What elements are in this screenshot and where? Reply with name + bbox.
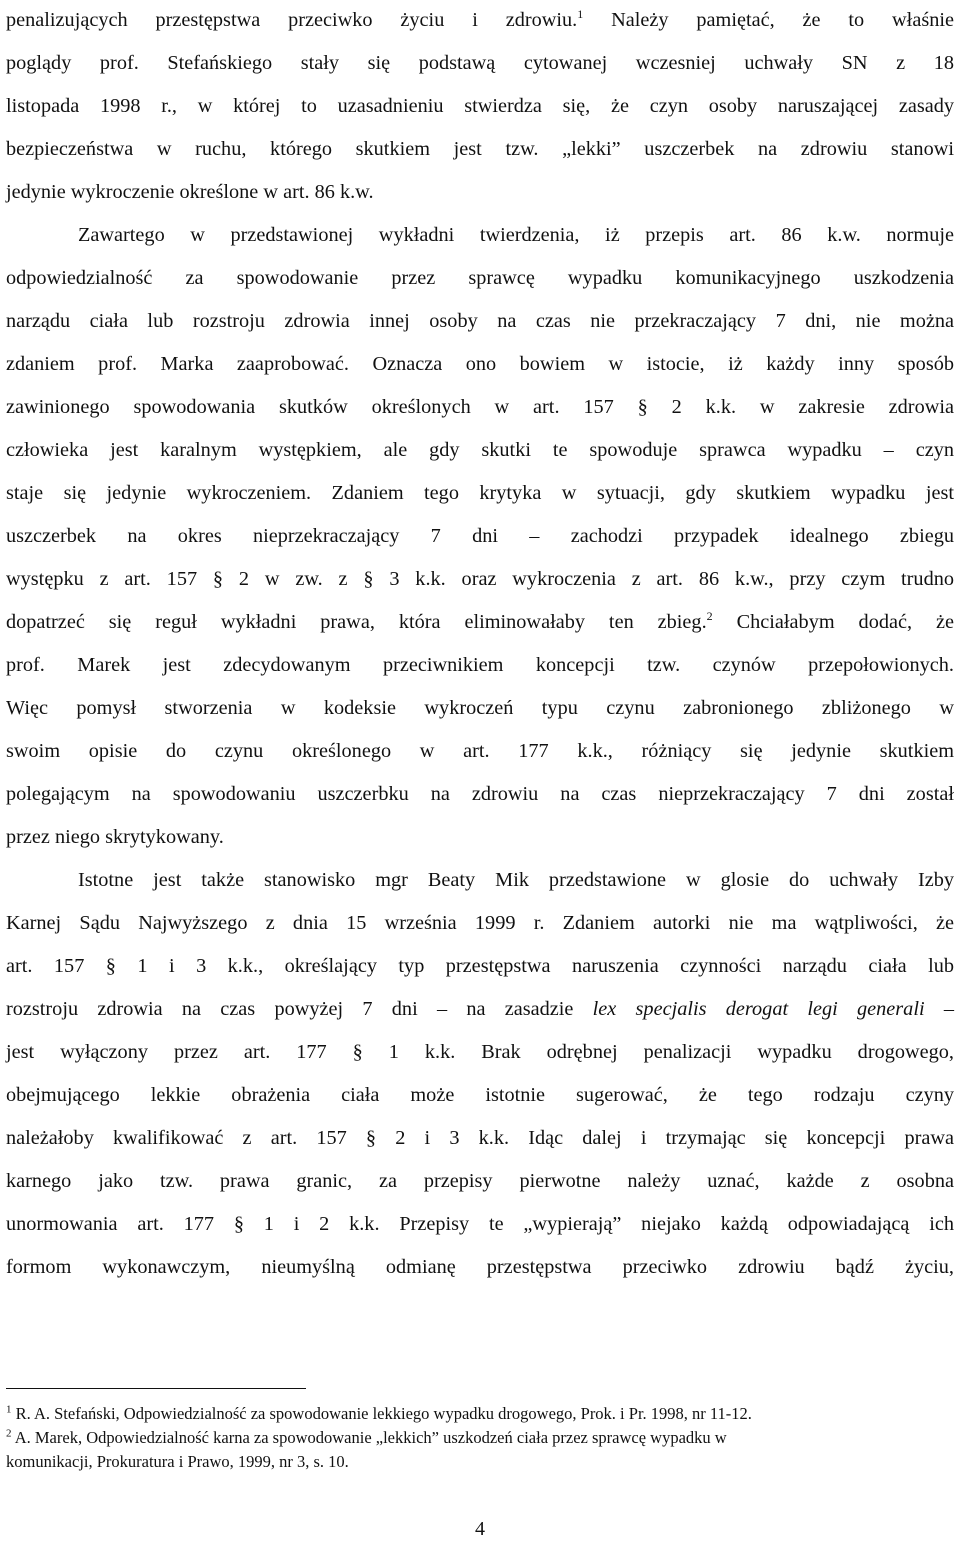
footnote-separator [6,1388,306,1389]
footnote: $^2$ A. Marek, Odpowiedzialność karna za spowodowanie „lekkich” uszkodzeń ciała przez sprawcę wypadku w [6,1427,727,1447]
text-line: przez niego skrytykowany. [6,826,224,848]
text-line: występku z art. 157 § 2 w zw. z § 3 k.k. oraz wykroczenia z art. 86 k.w., przy czym trudno [6,568,954,590]
text-line: jest wyłączony przez art. 177 § 1 k.k. Brak odrębnej penalizacji wypadku drogowego, [6,1041,954,1063]
text-line: narządu ciała lub rozstroju zdrowia innej osoby na czas nie przekraczający 7 dni, nie można [6,310,954,332]
page-number: 4 [475,1518,485,1540]
footnote-ref: 2 [706,609,713,624]
text-line: zawinionego spowodowania skutków określonych w art. 157 § 2 k.k. w zakresie zdrowia [6,396,954,418]
text-line: art. 157 § 1 i 3 k.k., określający typ przestępstwa naruszenia czynności narządu ciała lub [6,955,954,977]
text-line: swoim opisie do czynu określonego w art. 177 k.k., różniący się jedynie skutkiem [6,740,954,762]
text-line: karnego jako tzw. prawa granic, za przepisy pierwotne należy uznać, każde z osobna [6,1170,954,1192]
text-line: Więc pomysł stworzenia w kodeksie wykroczeń typu czynu zabronionego zbliżonego w [6,697,954,719]
text-line: obejmującego lekkie obrażenia ciała może istotnie sugerować, że tego rodzaju czyny [6,1084,954,1106]
paragraph-first-line: Zawartego w przedstawionej wykładni twierdzenia, iż przepis art. 86 k.w. normuje [78,224,954,246]
text-line: człowieka jest karalnym występkiem, ale gdy skutki te spowoduje sprawca wypadku – czyn [6,439,954,461]
text-line: Karnej Sądu Najwyższego z dnia 15 września 1999 r. Zdaniem autorki nie ma wątpliwości, że [6,912,954,934]
paragraph-first-line: Istotne jest także stanowisko mgr Beaty Mik przedstawione w glosie do uchwały Izby [78,869,954,891]
footnote-number: 1 [6,1403,12,1416]
latin-maxim: lex specjalis derogat legi generali [592,998,925,1020]
text-line: formom wykonawczym, nieumyślną odmianę przestępstwa przeciwko zdrowiu bądź życiu, [6,1256,954,1278]
text-line: prof. Marek jest zdecydowanym przeciwnikiem koncepcji tzw. czynów przepołowionych. [6,654,954,676]
text-line: uszczerbek na okres nieprzekraczający 7 dni – zachodzi przypadek idealnego zbiegu [6,525,954,547]
text-line: polegającym na spowodowaniu uszczerbku na zdrowiu na czas nieprzekraczający 7 dni został [6,783,954,805]
text-line: staje się jedynie wykroczeniem. Zdaniem tego krytyka w sytuacji, gdy skutkiem wypadku jest [6,482,954,504]
text-line: zdaniem prof. Marka zaaprobować. Oznacza ono bowiem w istocie, iż każdy inny sposób [6,353,954,375]
footnote-number: 2 [6,1427,12,1440]
text-line: należałoby kwalifikować z art. 157 § 2 i 3 k.k. Idąc dalej i trzymając się koncepcji prawa [6,1127,954,1149]
text-line: poglądy prof. Stefańskiego stały się podstawą cytowanej wczesniej uchwały SN z 18 [6,52,954,74]
text-line: rozstroju zdrowia na czas powyżej 7 dni – na zasadzie lex specjalis derogat legi generali – [6,998,954,1020]
text-line: odpowiedzialność za spowodowanie przez sprawcę wypadku komunikacyjnego uszkodzenia [6,267,954,289]
text-line: listopada 1998 r., w której to uzasadnieniu stwierdza się, że czyn osoby naruszającej zasady [6,95,954,117]
text-line: bezpieczeństwa w ruchu, którego skutkiem jest tzw. „lekki” uszczerbek na zdrowiu stanowi [6,138,954,160]
footnote-ref: 1 [577,7,584,22]
footnote: $^1$ R. A. Stefański, Odpowiedzialność za spowodowanie lekkiego wypadku drogowego, Prok. i Pr. 1998, nr 11-12. [6,1403,752,1423]
text-line: unormowania art. 177 § 1 i 2 k.k. Przepisy te „wypierają” niejako każdą odpowiadającą ich [6,1213,954,1235]
text-line: penalizujących przestępstwa przeciwko życiu i zdrowiu.$^1$ Należy pamiętać, że to właśnie [6,7,954,31]
text-line: dopatrzeć się reguł wykładni prawa, która eliminowałaby ten zbieg.$^2$ Chciałabym dodać, że [6,609,954,633]
text-line: jedynie wykroczenie określone w art. 86 k.w. [6,181,374,203]
footnote-continuation: komunikacji, Prokuratura i Prawo, 1999, nr 3, s. 10. [6,1452,349,1471]
